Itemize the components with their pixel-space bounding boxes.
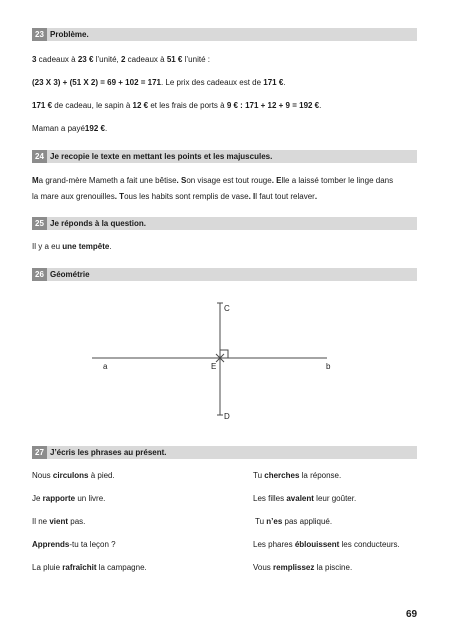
- text: l’unité :: [182, 55, 210, 64]
- bold-text: . I: [248, 192, 256, 201]
- label-b: b: [326, 362, 331, 371]
- exercise-number: 24: [32, 150, 47, 163]
- exercise-title: Je recopie le texte en mettant les points et les majuscules.: [50, 152, 273, 161]
- bold-text: M: [32, 176, 39, 185]
- text: .: [109, 242, 112, 251]
- sentence-right-1: [253, 471, 341, 481]
- text: ous les habits sont remplis de vase: [124, 192, 249, 201]
- text: cadeaux à: [125, 55, 167, 64]
- page-number: 69: [406, 609, 418, 620]
- sentence-right-4: [253, 540, 400, 550]
- geometry-figure: [0, 290, 450, 440]
- text: Les filles: [253, 494, 287, 503]
- problem-line-3: [32, 101, 321, 111]
- bold-text: circulons: [52, 471, 89, 480]
- text: Maman a payé: [32, 124, 85, 133]
- sentence-right-2: [253, 494, 356, 504]
- text: et les frais de ports à: [148, 101, 227, 110]
- text: la campagne.: [96, 563, 147, 572]
- exercise-26-header: [32, 268, 417, 281]
- bold-text: 171 + 12 + 9 = 192 €: [242, 101, 320, 110]
- bold-text: 9 € :: [226, 101, 243, 110]
- bold-text: Apprends: [32, 540, 70, 549]
- text: La pluie: [32, 563, 63, 572]
- exercise-number: 27: [32, 446, 47, 459]
- text: un livre.: [75, 494, 106, 503]
- problem-line-4: [32, 124, 107, 134]
- answer-line: [32, 242, 112, 252]
- text: on visage est tout rouge: [186, 176, 272, 185]
- text: .: [104, 124, 108, 133]
- text: leur goûter.: [313, 494, 357, 503]
- text: . Le prix des cadeaux est de: [160, 78, 264, 87]
- sentence-left-5: [32, 563, 147, 573]
- text: a grand-mère Mameth a fait une bêtise: [38, 176, 177, 185]
- text: à pied.: [88, 471, 115, 480]
- text: l faut tout relaver: [255, 192, 315, 201]
- exercise-title: Géométrie: [50, 270, 90, 279]
- bold-text: vient: [49, 517, 69, 526]
- bold-text: 23 €: [77, 55, 94, 64]
- bold-text: 171 €: [32, 101, 53, 110]
- bold-text: remplissez: [273, 563, 315, 572]
- bold-text: n’es: [266, 517, 283, 526]
- sentence-left-2: [32, 494, 105, 504]
- bold-text: cherches: [264, 471, 300, 480]
- text: pas appliqué.: [282, 517, 333, 526]
- bold-text: (23 X 3) + (51 X 2) = 69 + 102 = 171: [32, 78, 161, 87]
- exercise-25-header: [32, 217, 417, 230]
- exercise-number: 26: [32, 268, 47, 281]
- problem-line-2: [32, 78, 286, 88]
- text: Vous: [253, 563, 274, 572]
- bold-text: . T: [114, 192, 125, 201]
- text-line-2: [32, 192, 317, 202]
- text: les conducteurs.: [339, 540, 400, 549]
- exercise-27-header: [32, 446, 417, 459]
- bold-text: rafraîchit: [62, 563, 97, 572]
- bold-text: 51 €: [166, 55, 183, 64]
- sentence-left-4: [32, 540, 116, 550]
- text: .: [283, 78, 286, 87]
- exercise-title: J’écris les phrases au présent.: [50, 448, 167, 457]
- exercise-24-header: [32, 150, 417, 163]
- text: Tu: [255, 517, 267, 526]
- text: la réponse.: [299, 471, 342, 480]
- sentence-left-1: [32, 471, 115, 481]
- text: Je: [32, 494, 43, 503]
- exercise-23-header: [32, 28, 417, 41]
- bold-text: .: [314, 192, 318, 201]
- bold-text: 171 €: [263, 78, 284, 87]
- text: lle a laissé tomber le linge dans: [281, 176, 394, 185]
- text: pas.: [68, 517, 86, 526]
- bold-text: 12 €: [132, 101, 149, 110]
- label-a: a: [103, 362, 108, 371]
- bold-text: 2: [120, 55, 126, 64]
- bold-text: avalent: [286, 494, 314, 503]
- text: .: [319, 101, 322, 110]
- text: Tu: [253, 471, 265, 480]
- exercise-number: 23: [32, 28, 47, 41]
- text: Nous: [32, 471, 53, 480]
- bold-text: rapporte: [42, 494, 76, 503]
- bold-text: . E: [271, 176, 282, 185]
- exercise-title: Problème.: [50, 30, 89, 39]
- text: -tu ta leçon ?: [69, 540, 116, 549]
- exercise-title: Je réponds à la question.: [50, 219, 147, 228]
- text: Il ne: [32, 517, 50, 526]
- text: de cadeau, le sapin à: [52, 101, 133, 110]
- text: cadeaux à: [36, 55, 78, 64]
- bold-text: éblouissent: [294, 540, 340, 549]
- text: l’unité,: [93, 55, 121, 64]
- text: Il y a eu: [32, 242, 63, 251]
- label-c: C: [224, 304, 230, 313]
- text: la mare aux grenouilles: [32, 192, 115, 201]
- text-line-1: [32, 176, 393, 186]
- exercise-number: 25: [32, 217, 47, 230]
- problem-line-1: [32, 55, 210, 65]
- text: la piscine.: [314, 563, 353, 572]
- text: Les phares: [253, 540, 295, 549]
- sentence-right-3: [255, 517, 332, 527]
- label-d: D: [224, 412, 230, 421]
- bold-text: une tempête: [62, 242, 110, 251]
- bold-text: 192 €: [84, 124, 105, 133]
- bold-text: . S: [176, 176, 187, 185]
- sentence-right-5: [253, 563, 352, 573]
- bold-text: 3: [32, 55, 37, 64]
- label-e: E: [211, 362, 217, 371]
- sentence-left-3: [32, 517, 85, 527]
